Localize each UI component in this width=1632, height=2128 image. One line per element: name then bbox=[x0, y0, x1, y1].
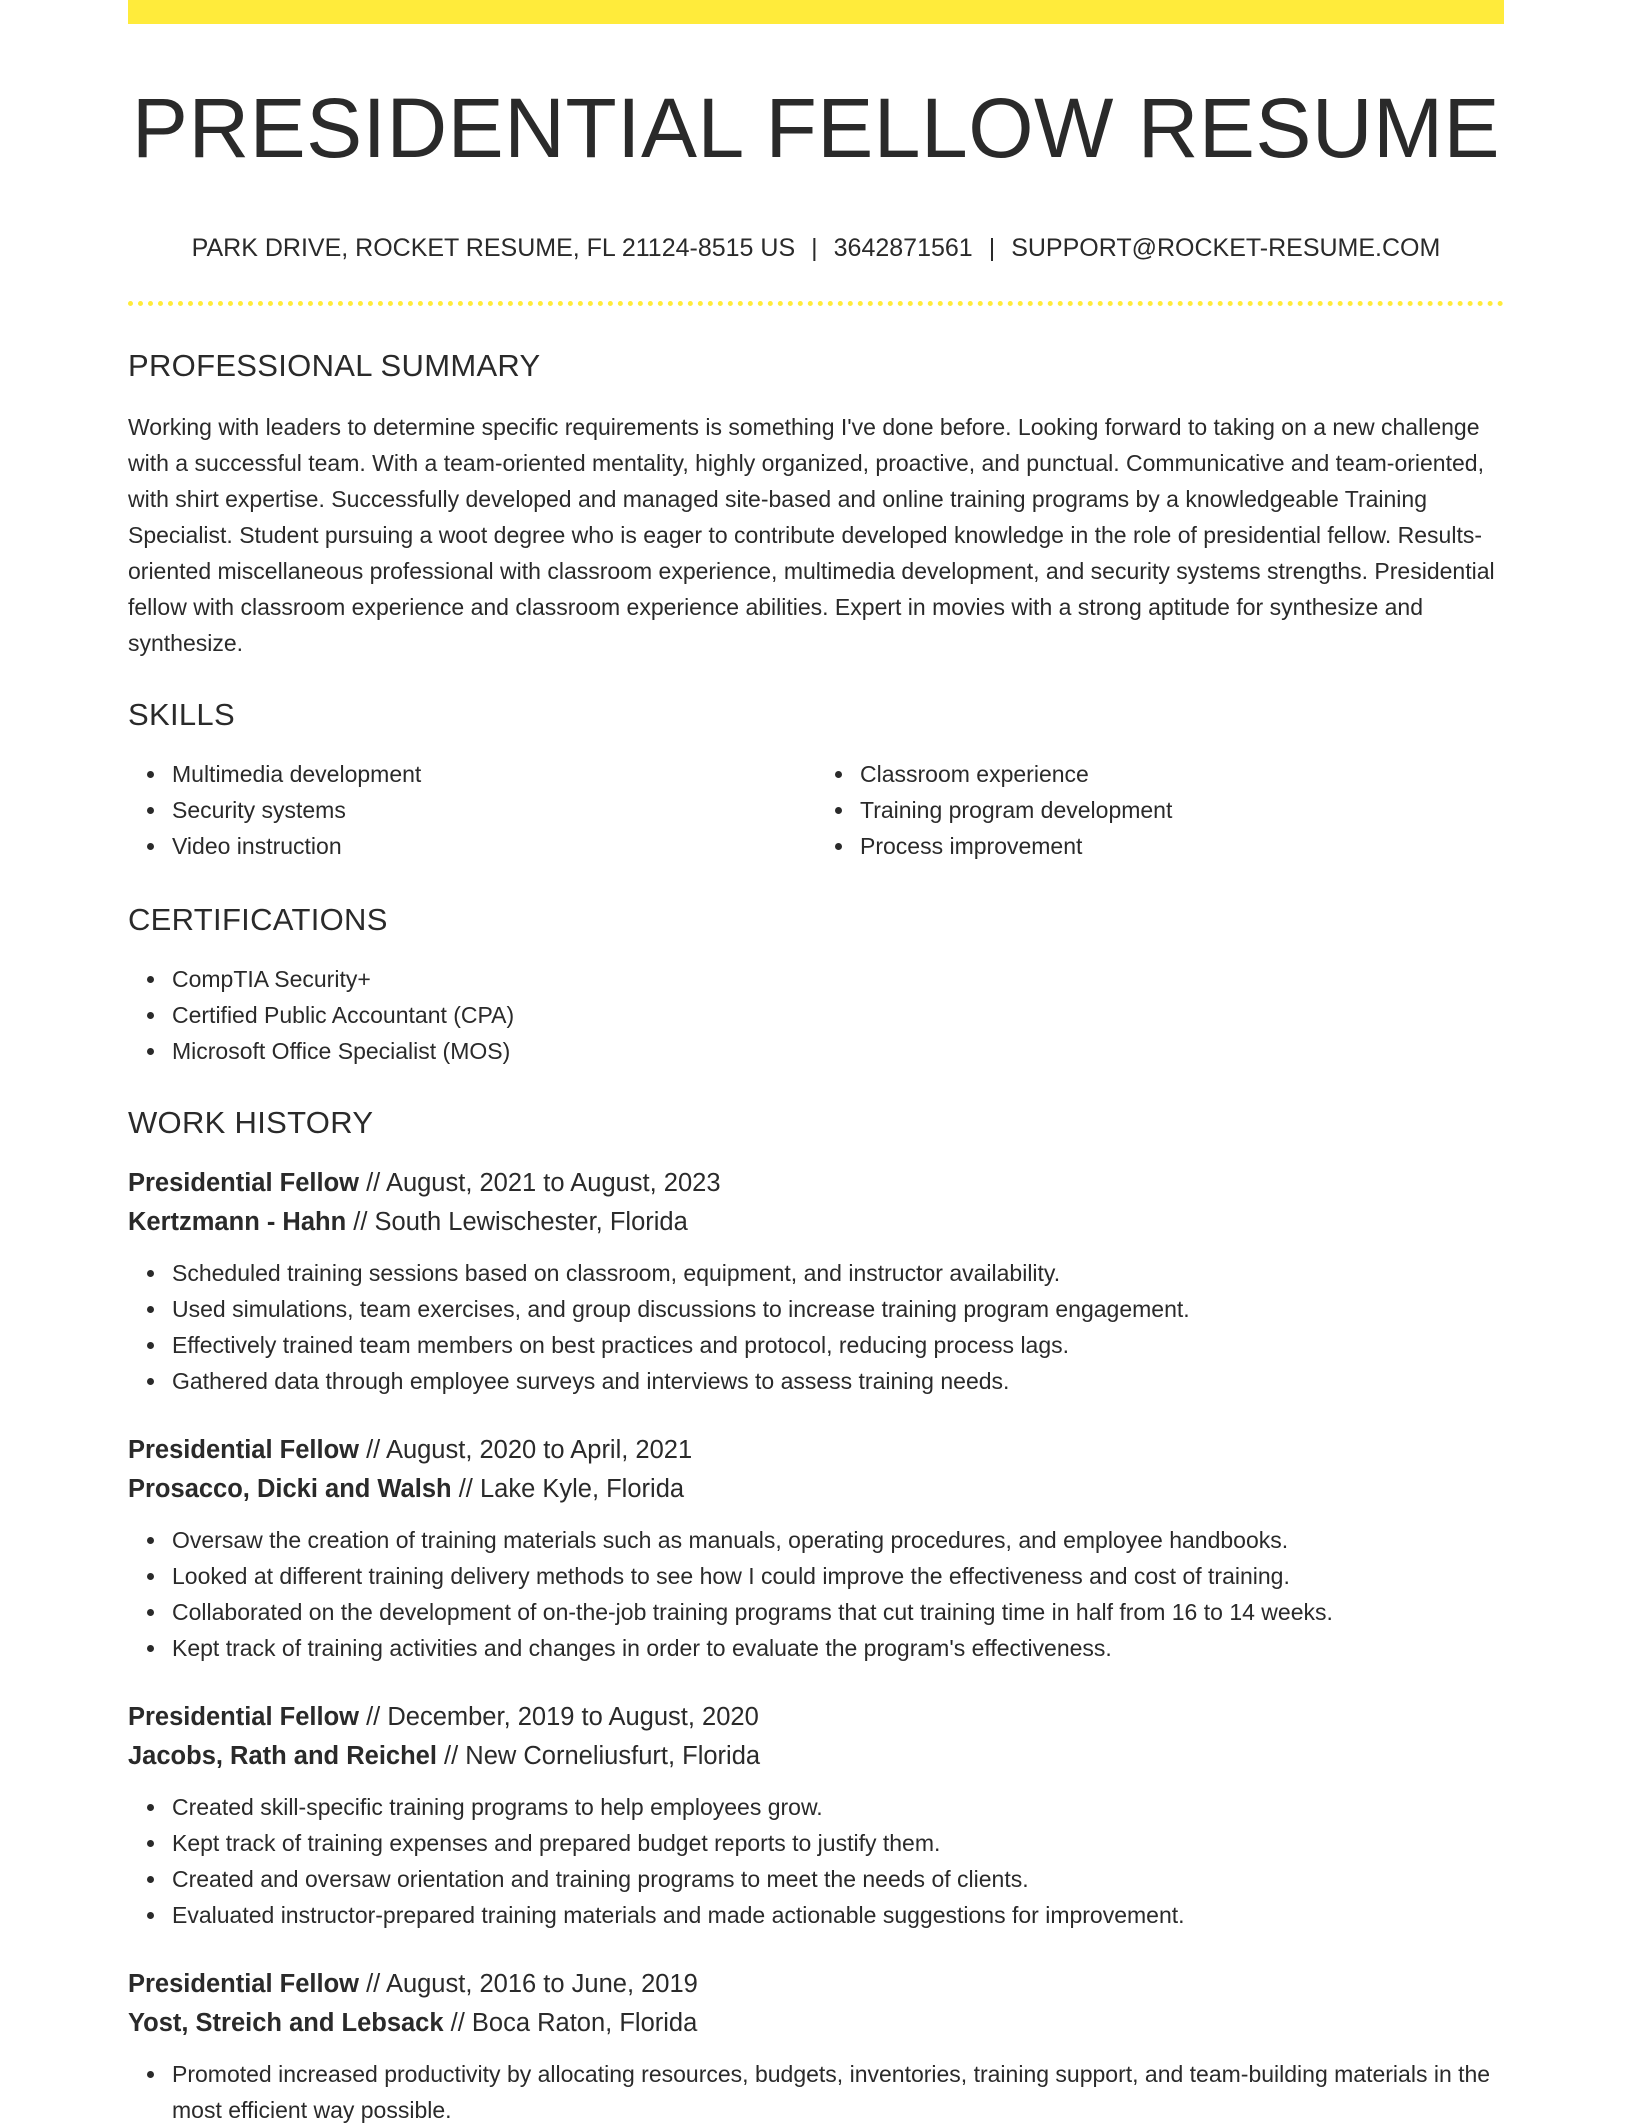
skill-item: Process improvement bbox=[860, 828, 1504, 864]
contact-separator: | bbox=[811, 234, 818, 262]
skill-item: Training program development bbox=[860, 792, 1504, 828]
job-separator: // bbox=[450, 2009, 465, 2037]
job-bullets bbox=[128, 1255, 1504, 1399]
resume-page bbox=[128, 0, 1504, 2128]
job-role: Presidential Fellow bbox=[128, 1970, 359, 1998]
job-bullets bbox=[128, 2056, 1504, 2128]
summary-text: Working with leaders to determine specific requirements is something I've done before. Looking forward to taking on a new challenge with a successful team. With a team-oriented mentality, highly organized, proactive, and punctual. Communicative and team-oriented, with shirt expertise. Successfully developed and managed site-based and online training programs by a knowledgeable Training Specialist. Student pursuing a woot degree who is eager to contribute developed knowledge in the role of presidential fellow. Results-oriented miscellaneous professional with classroom experience, multimedia development, and security systems strengths. Presidential fellow with classroom experience and classroom experience abilities. Expert in movies with a strong aptitude for synthesize and synthesize. bbox=[128, 414, 1495, 656]
job-location: Boca Raton, Florida bbox=[471, 2009, 698, 2037]
skill-item: Video instruction bbox=[172, 828, 816, 864]
skill-item: Multimedia development bbox=[172, 756, 816, 792]
job-role: Presidential Fellow bbox=[128, 1436, 359, 1464]
job-company-line bbox=[128, 1470, 1504, 1509]
resume-title: PRESIDENTIAL FELLOW RESUME bbox=[131, 81, 1501, 175]
job-bullet: Oversaw the creation of training materials such as manuals, operating procedures, and employee handbooks. bbox=[172, 1522, 1504, 1558]
skills-list-left bbox=[128, 756, 816, 864]
job-company: Kertzmann - Hahn bbox=[128, 1208, 347, 1236]
job-bullet: Created skill-specific training programs to help employees grow. bbox=[172, 1789, 1504, 1825]
job-dates: December, 2019 to August, 2020 bbox=[387, 1703, 759, 1731]
job-role-line bbox=[128, 1164, 1504, 1203]
contact-line bbox=[128, 236, 1504, 261]
job-bullet: Effectively trained team members on best practices and protocol, reducing process lags. bbox=[172, 1327, 1504, 1363]
section-title-certifications: CERTIFICATIONS bbox=[128, 902, 388, 937]
job-company: Jacobs, Rath and Reichel bbox=[128, 1742, 437, 1770]
job-bullet: Used simulations, team exercises, and group discussions to increase training program engagement. bbox=[172, 1291, 1504, 1327]
job-company-line bbox=[128, 2004, 1504, 2043]
job-bullet: Promoted increased productivity by allocating resources, budgets, inventories, training support, and team-building materials in the most efficient way possible. bbox=[172, 2056, 1504, 2128]
job-entry bbox=[128, 1965, 1504, 2128]
job-company-line bbox=[128, 1203, 1504, 1242]
job-bullets bbox=[128, 1522, 1504, 1666]
job-bullet: Evaluated instructor-prepared training materials and made actionable suggestions for improvement. bbox=[172, 1897, 1504, 1933]
job-role: Presidential Fellow bbox=[128, 1703, 359, 1731]
job-role-line bbox=[128, 1698, 1504, 1737]
job-dates: August, 2016 to June, 2019 bbox=[385, 1970, 698, 1998]
contact-address: PARK DRIVE, ROCKET RESUME, FL 21124-8515 US bbox=[191, 234, 796, 262]
job-separator: // bbox=[366, 1169, 381, 1197]
job-entry bbox=[128, 1431, 1504, 1666]
job-dates: August, 2021 to August, 2023 bbox=[385, 1169, 721, 1197]
job-role-line bbox=[128, 1965, 1504, 2004]
job-role-line bbox=[128, 1431, 1504, 1470]
certification-item: Microsoft Office Specialist (MOS) bbox=[172, 1033, 1504, 1069]
job-separator: // bbox=[366, 1703, 381, 1731]
contact-separator: | bbox=[988, 234, 996, 262]
job-separator: // bbox=[444, 1742, 459, 1770]
job-company: Yost, Streich and Lebsack bbox=[128, 2009, 444, 2037]
job-entry bbox=[128, 1164, 1504, 1399]
contact-email: SUPPORT@ROCKET-RESUME.COM bbox=[1011, 234, 1441, 262]
job-bullet: Looked at different training delivery methods to see how I could improve the effectiveness and cost of training. bbox=[172, 1558, 1504, 1594]
job-company: Prosacco, Dicki and Walsh bbox=[128, 1475, 452, 1503]
certification-item: Certified Public Accountant (CPA) bbox=[172, 997, 1504, 1033]
job-bullets bbox=[128, 1789, 1504, 1933]
job-role: Presidential Fellow bbox=[128, 1169, 359, 1197]
skill-item: Security systems bbox=[172, 792, 816, 828]
job-company-line bbox=[128, 1737, 1504, 1776]
dotted-divider bbox=[128, 301, 1504, 306]
certifications-list bbox=[128, 961, 1504, 1069]
job-bullet: Gathered data through employee surveys and interviews to assess training needs. bbox=[172, 1363, 1504, 1399]
section-title-work-history: WORK HISTORY bbox=[128, 1105, 374, 1140]
job-separator: // bbox=[458, 1475, 473, 1503]
contact-phone: 3642871561 bbox=[833, 234, 973, 262]
job-entry bbox=[128, 1698, 1504, 1933]
job-location: New Corneliusfurt, Florida bbox=[465, 1742, 761, 1770]
job-bullet: Scheduled training sessions based on classroom, equipment, and instructor availability. bbox=[172, 1255, 1504, 1291]
job-separator: // bbox=[353, 1208, 368, 1236]
accent-top-bar bbox=[128, 0, 1504, 24]
certification-item: CompTIA Security+ bbox=[172, 961, 1504, 997]
job-location: South Lewischester, Florida bbox=[374, 1208, 688, 1236]
job-bullet: Created and oversaw orientation and training programs to meet the needs of clients. bbox=[172, 1861, 1504, 1897]
skill-item: Classroom experience bbox=[860, 756, 1504, 792]
job-bullet: Kept track of training expenses and prepared budget reports to justify them. bbox=[172, 1825, 1504, 1861]
job-bullet: Kept track of training activities and changes in order to evaluate the program's effectiveness. bbox=[172, 1630, 1504, 1666]
skills-grid bbox=[128, 756, 1504, 864]
job-separator: // bbox=[366, 1970, 381, 1998]
job-separator: // bbox=[366, 1436, 381, 1464]
job-bullet: Collaborated on the development of on-the-job training programs that cut training time in half from 16 to 14 weeks. bbox=[172, 1594, 1504, 1630]
section-title-skills: SKILLS bbox=[128, 697, 235, 732]
section-title-summary: PROFESSIONAL SUMMARY bbox=[128, 348, 541, 383]
job-dates: August, 2020 to April, 2021 bbox=[385, 1436, 693, 1464]
job-location: Lake Kyle, Florida bbox=[479, 1475, 685, 1503]
skills-list-right bbox=[816, 756, 1504, 864]
